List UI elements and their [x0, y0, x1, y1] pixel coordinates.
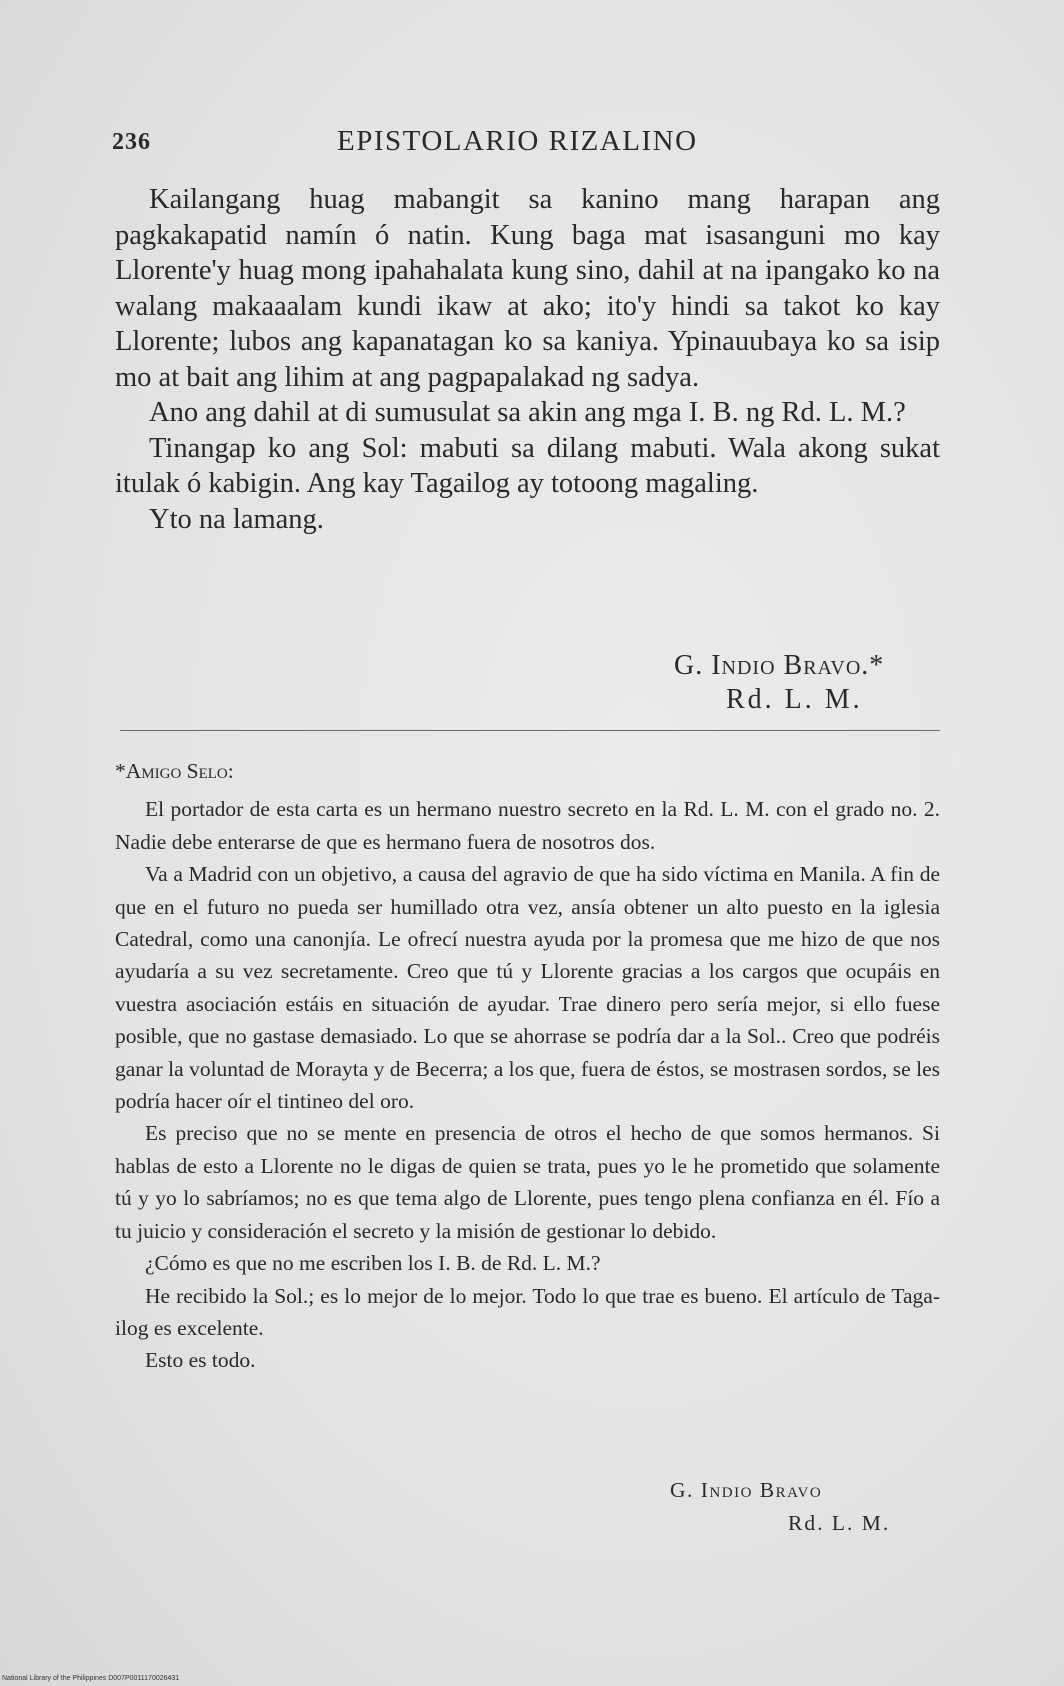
footnote-paragraph: He recibido la Sol.; es lo mejor de lo mejor. Todo lo que trae es bueno. El artículo de Taga-ilog es excelente. — [115, 1283, 940, 1340]
scan-footer-stamp: National Library of the Philippines D007P0011170026431 — [2, 1675, 180, 1682]
footnote-signature-name: G. Indio Bravo — [670, 1478, 823, 1502]
letter-body — [115, 182, 940, 537]
running-title: EPISTOLARIO RIZALINO — [337, 125, 698, 157]
footnote-paragraph: El portador de esta carta es un hermano nuestro secreto en la Rd. L. M. con el grado no. 2. Nadie debe enterarse de que es hermano fuera de nosotros dos. — [115, 797, 940, 854]
letter-paragraph: Tinangap ko ang Sol: mabuti sa dilang mabuti. Wala akong sukat itulak ó kabigin. Ang kay Tagailog ay totoong magaling. — [115, 432, 940, 499]
footnote-paragraph: Es preciso que no se mente en presencia de otros el hecho de que somos hermanos. Si hablas de esto a Llorente no le digas de quien se trata, pues yo le he prometido que solamente tú y yo lo sabríamos; no es que tema algo de Llorente, pues tengo plena confianza en él. Fío a tu juicio y consideración el secreto y la misión de gestionar lo debido. — [115, 1121, 940, 1243]
footnote-translation — [115, 755, 940, 1377]
letter-signature-lodge: Rd. L. M. — [726, 684, 863, 715]
letter-signature-name: G. Indio Bravo.* — [674, 650, 885, 681]
page-number: 236 — [112, 129, 151, 155]
footnote-divider — [120, 730, 940, 731]
footnote-paragraph: Esto es todo. — [145, 1348, 256, 1373]
footnote-paragraph: ¿Cómo es que no me escriben los I. B. de Rd. L. M.? — [145, 1251, 601, 1276]
footnote-paragraph: Va a Madrid con un objetivo, a causa del agravio de que ha sido víctima en Manila. A fin de que en el futuro no pueda ser humillado otra vez, ansía obtener un alto puesto en la iglesia Catedral, como una canonjía. Le ofrecí nuestra ayuda por la promesa que me hizo de que nos ayudaría a su vez secretamente. Creo que tú y Llorente gracias a los cargos que ocupáis en vuestra asociación estáis en situación de ayudar. Trae dinero pero sería mejor, si ello fuese posible, que no gastase demasiado. Lo que se ahorrase se podría dar a la Sol.. Creo que podréis ganar la voluntad de Morayta y de Becerra; a los que, fuera de éstos, se mostrasen sordos, se les podría hacer oír el tintineo del oro. — [115, 862, 940, 1114]
letter-paragraph: Yto na lamang. — [149, 503, 324, 535]
footnote-salutation: *Amigo Selo: — [115, 759, 234, 783]
page-header — [112, 125, 942, 165]
letter-paragraph: Ano ang dahil at di sumusulat sa akin ang mga I. B. ng Rd. L. M.? — [149, 397, 906, 428]
footnote-signature-lodge: Rd. L. M. — [788, 1511, 891, 1535]
letter-paragraph: Kailangang huag mabangit sa kanino mang harapan ang pagkakapatid namín ó natin. Kung baga mat isasanguni mo kay Llorente'y huag mong ipahahalata kung sino, dahil at na ipangako ko na walang makaaalam kundi ikaw at ako; ito'y hindi sa takot ko kay Llorente; lubos ang kapanatagan ko sa kaniya. Ypinauubaya ko sa isip mo at bait ang lihim at ang pagpapalakad ng sadya. — [115, 184, 940, 393]
